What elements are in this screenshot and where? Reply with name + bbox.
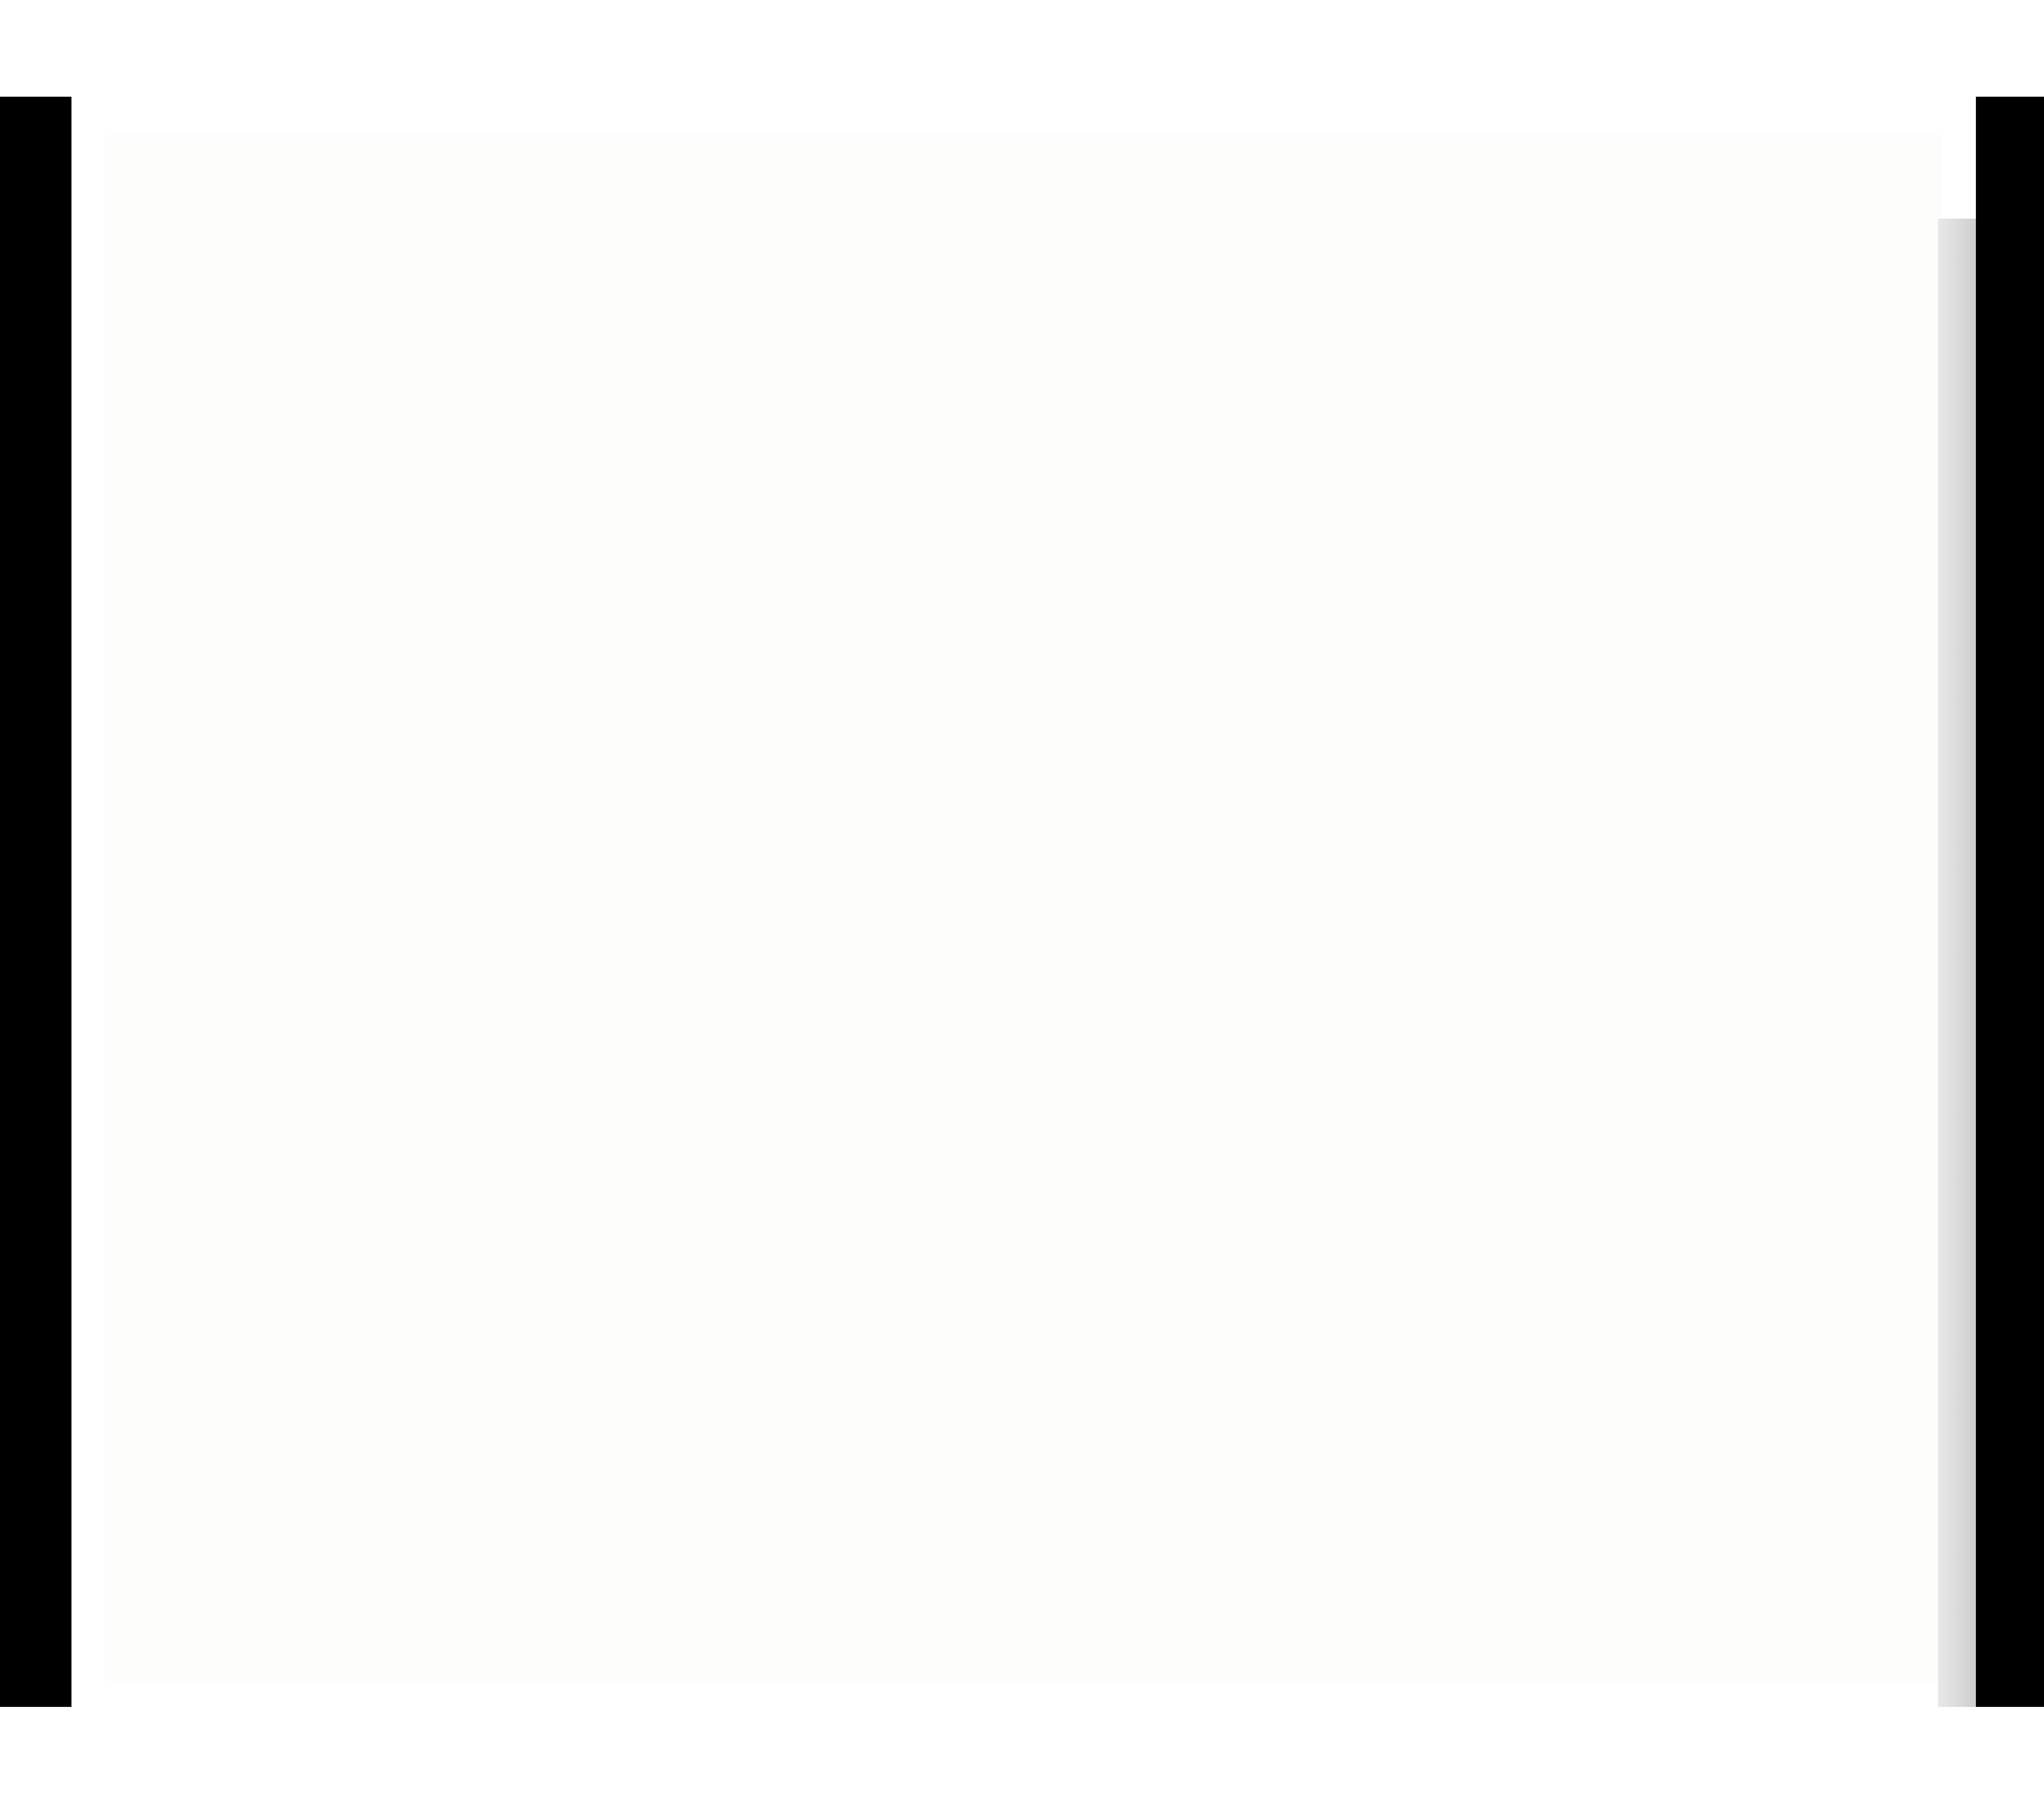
census-page	[105, 135, 1942, 1682]
page-edge-shadow	[1938, 219, 1976, 1707]
archive-banner-bottom	[0, 1707, 2044, 1812]
census-sheet	[71, 97, 1976, 1707]
archive-banner-top	[0, 0, 2044, 97]
